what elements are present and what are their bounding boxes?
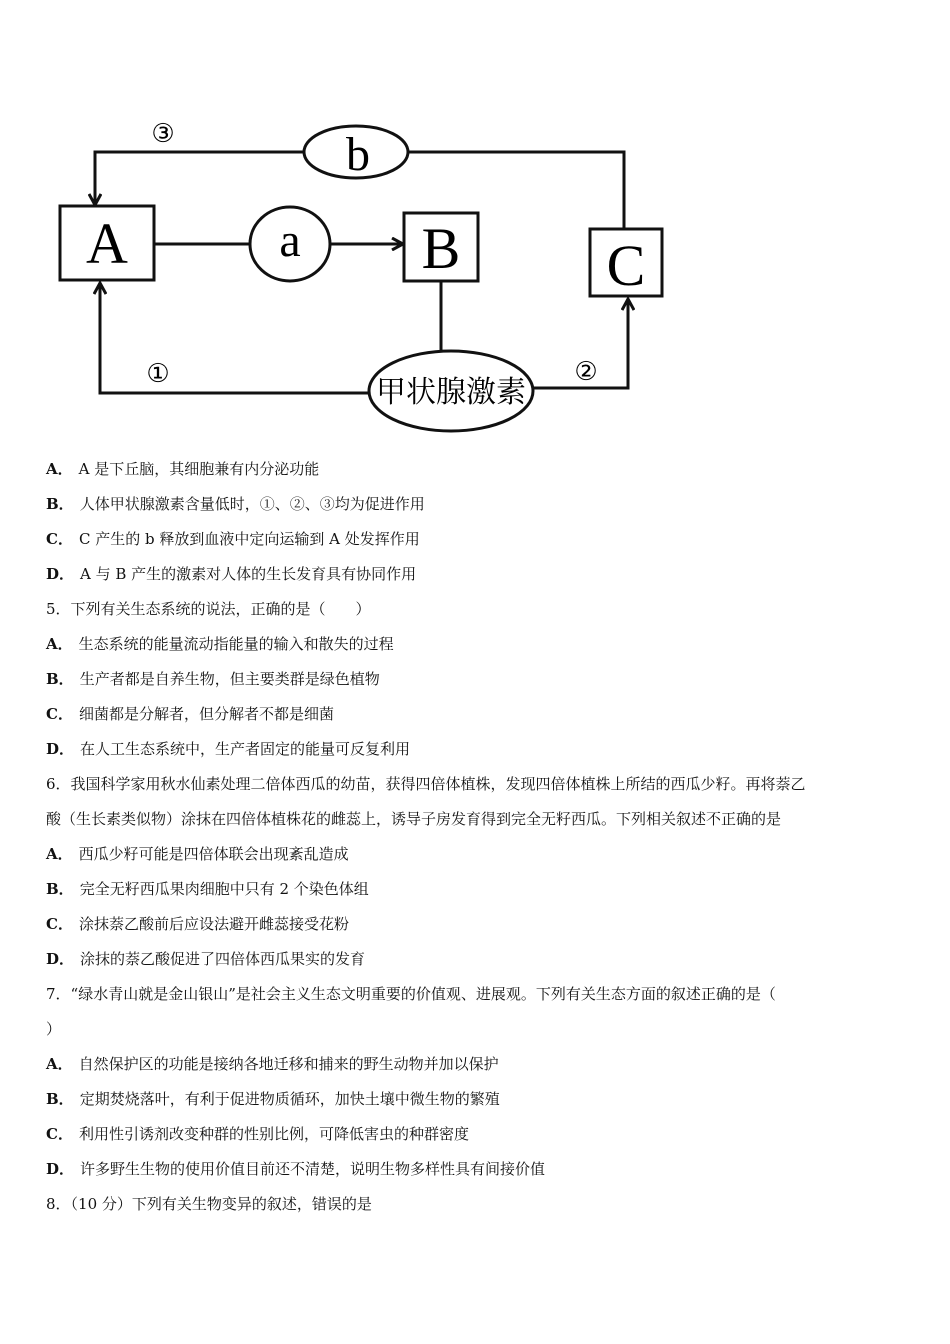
- option-text: 生态系统的能量流动指能量的输入和散失的过程: [78, 635, 394, 653]
- q4-option-a: [46, 452, 906, 487]
- option-key: D．: [46, 565, 75, 583]
- q6-option-d: [46, 942, 906, 977]
- q6-stem-line1: 6．我国科学家用秋水仙素处理二倍体西瓜的幼苗，获得四倍体植株，发现四倍体植株上所结的西瓜少籽。再将萘乙: [46, 775, 806, 793]
- thyroid-hormone-label: 甲状腺激素: [376, 375, 526, 410]
- option-key: D．: [46, 1160, 75, 1178]
- q7-option-c: [46, 1117, 906, 1152]
- q6-option-b: [46, 872, 906, 907]
- hormone-regulation-diagram: [0, 0, 950, 450]
- option-text: 定期焚烧落叶，有利于促进物质循环，加快土壤中微生物的繁殖: [79, 1090, 500, 1108]
- option-key: D．: [46, 740, 75, 758]
- q5-option-a: [46, 627, 906, 662]
- diagram-svg: [0, 0, 950, 450]
- option-text: 涂抹的萘乙酸促进了四倍体西瓜果实的发育: [80, 950, 366, 968]
- arrow-3-to-a: [95, 152, 304, 204]
- option-text: C 产生的 b 释放到血液中定向运输到 A 处发挥作用: [78, 530, 420, 548]
- option-key: B．: [46, 1090, 74, 1108]
- option-key: B．: [46, 670, 74, 688]
- option-key: D．: [46, 950, 75, 968]
- q5-stem: 5．下列有关生态系统的说法，正确的是（ ）: [46, 600, 371, 618]
- q7-option-b: [46, 1082, 906, 1117]
- box-c-label: C: [606, 233, 646, 298]
- option-text: 涂抹萘乙酸前后应设法避开雌蕊接受花粉: [78, 915, 349, 933]
- option-text: 完全无籽西瓜果肉细胞中只有 2 个染色体组: [79, 880, 369, 898]
- option-text: 人体甲状腺激素含量低时，①、②、③均为促进作用: [79, 495, 425, 513]
- arrow-2-label: ②: [574, 357, 598, 387]
- q5-option-d: [46, 732, 906, 767]
- arrow-3-label: ③: [151, 119, 175, 149]
- option-key: C．: [46, 530, 73, 548]
- option-text: 利用性引诱剂改变种群的性别比例，可降低害虫的种群密度: [78, 1125, 469, 1143]
- q6-option-c: [46, 907, 906, 942]
- q6-option-a: [46, 837, 906, 872]
- option-text: 许多野生生物的使用价值目前还不清楚，说明生物多样性具有间接价值: [80, 1160, 546, 1178]
- option-text: 在人工生态系统中，生产者固定的能量可反复利用: [80, 740, 411, 758]
- option-text: 生产者都是自养生物，但主要类群是绿色植物: [79, 670, 380, 688]
- q4-option-c: [46, 522, 906, 557]
- option-key: B．: [46, 880, 74, 898]
- q7-stem-line1: 7．“绿水青山就是金山银山”是社会主义生态文明重要的价值观、进展观。下列有关生态方面的叙述正确的是（: [46, 985, 776, 1003]
- option-key: B．: [46, 495, 74, 513]
- option-key: C．: [46, 705, 73, 723]
- option-key: C．: [46, 1125, 73, 1143]
- option-text: 西瓜少籽可能是四倍体联会出现紊乱造成: [78, 845, 349, 863]
- option-text: 细菌都是分解者，但分解者不都是细菌: [78, 705, 334, 723]
- q7-stem-line2: ）: [46, 1020, 62, 1038]
- q5-option-c: [46, 697, 906, 732]
- arrow-1-label: ①: [146, 359, 170, 389]
- arrow-1-to-a: [100, 284, 369, 393]
- ellipse-b-label: b: [346, 128, 370, 181]
- box-a-label: A: [86, 211, 128, 276]
- q5-option-b: [46, 662, 906, 697]
- option-key: A．: [46, 460, 73, 478]
- box-b-label: B: [421, 216, 461, 281]
- q7-option-a: [46, 1047, 906, 1082]
- q4-option-d: [46, 557, 906, 592]
- option-key: A．: [46, 845, 73, 863]
- q7-option-d: [46, 1152, 906, 1187]
- question-text: [46, 452, 906, 1222]
- option-key: C．: [46, 915, 73, 933]
- option-text: A 与 B 产生的激素对人体的生长发育具有协同作用: [80, 565, 417, 583]
- ellipse-a-label: a: [279, 214, 301, 267]
- q6-stem-line2: 酸（生长素类似物）涂抹在四倍体植株花的雌蕊上，诱导子房发育得到完全无籽西瓜。下列相关叙述不正确的是: [46, 810, 782, 828]
- option-text: 自然保护区的功能是接纳各地迁移和捕来的野生动物并加以保护: [78, 1055, 499, 1073]
- q4-option-b: [46, 487, 906, 522]
- option-text: A 是下丘脑，其细胞兼有内分泌功能: [78, 460, 320, 478]
- q8-stem: 8．（10 分）下列有关生物变异的叙述，错误的是: [46, 1195, 372, 1213]
- option-key: A．: [46, 1055, 73, 1073]
- option-key: A．: [46, 635, 73, 653]
